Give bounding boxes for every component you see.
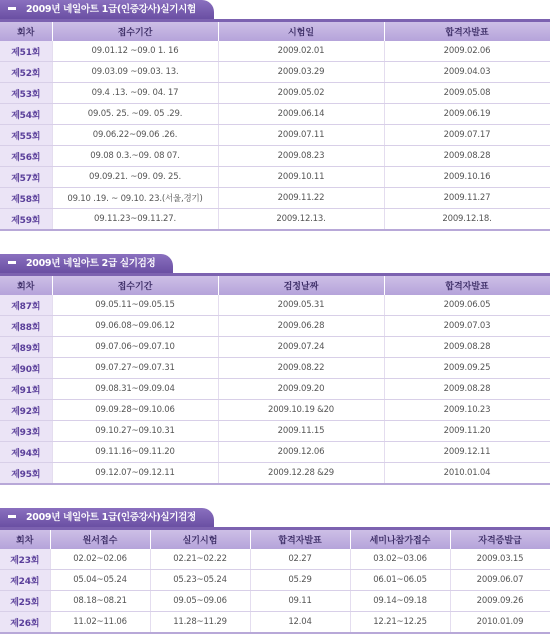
round-cell: 제87회	[0, 295, 52, 316]
table-cell: 2009.08.23	[218, 146, 384, 167]
table-row	[0, 463, 550, 485]
header-cell: 회차	[0, 22, 52, 41]
table-cell: 2009.11.27	[384, 188, 550, 209]
table-cell: 06.01~06.05	[350, 570, 450, 591]
round-cell: 제89회	[0, 337, 52, 358]
section-tab-bar	[0, 508, 550, 530]
table-cell: 09.08 0.3.~09. 08 07.	[52, 146, 218, 167]
header-cell: 합격자발표	[384, 276, 550, 295]
round-cell: 제92회	[0, 400, 52, 421]
header-cell: 자격증발급	[450, 530, 550, 549]
round-cell: 제55회	[0, 125, 52, 146]
minus-icon	[8, 515, 16, 518]
round-cell: 제25회	[0, 591, 50, 612]
header-cell: 실기시험	[150, 530, 250, 549]
table-row	[0, 400, 550, 421]
table-row	[0, 295, 550, 316]
table-header-row	[0, 22, 550, 41]
header-cell: 세미나참가접수	[350, 530, 450, 549]
table-cell: 2009.05.02	[218, 83, 384, 104]
table-row	[0, 62, 550, 83]
table-cell: 2009.10.19 &20	[218, 400, 384, 421]
table-cell: 09.07.27~09.07.31	[52, 358, 218, 379]
round-cell: 제88회	[0, 316, 52, 337]
table-cell: 12.21~12.25	[350, 612, 450, 634]
table-cell: 2009.07.17	[384, 125, 550, 146]
table-cell: 2009.05.08	[384, 83, 550, 104]
table-cell: 03.02~03.06	[350, 549, 450, 570]
tab-underline	[0, 527, 550, 530]
table-cell: 2009.09.25	[384, 358, 550, 379]
schedule-section-level1-exam	[0, 0, 550, 231]
table-cell: 2009.12.28 &29	[218, 463, 384, 485]
table-cell: 2009.12.18.	[384, 209, 550, 231]
section-title: 2009년 네일아트 1급(인증강사)실기시험	[26, 4, 196, 15]
table-cell: 2009.06.14	[218, 104, 384, 125]
table-row	[0, 167, 550, 188]
table-cell: 2009.08.28	[384, 146, 550, 167]
table-row	[0, 146, 550, 167]
table-cell: 2009.10.11	[218, 167, 384, 188]
table-cell: 05.04~05.24	[50, 570, 150, 591]
schedule-table	[0, 530, 550, 634]
table-cell: 2009.07.24	[218, 337, 384, 358]
table-cell: 09.11.23~09.11.27.	[52, 209, 218, 231]
table-row	[0, 83, 550, 104]
section-tab	[0, 508, 214, 527]
section-tab	[0, 0, 214, 19]
minus-icon	[8, 261, 16, 264]
table-cell: 11.28~11.29	[150, 612, 250, 634]
header-cell: 접수기간	[52, 276, 218, 295]
table-cell: 09.10.27~09.10.31	[52, 421, 218, 442]
header-cell: 시험일	[218, 22, 384, 41]
section-tab-bar	[0, 0, 550, 22]
round-cell: 제95회	[0, 463, 52, 485]
schedule-section-level1-certification	[0, 508, 550, 634]
table-cell: 09.4 .13. ~09. 04. 17	[52, 83, 218, 104]
table-cell: 09.11.16~09.11.20	[52, 442, 218, 463]
round-cell: 제53회	[0, 83, 52, 104]
round-cell: 제91회	[0, 379, 52, 400]
table-cell: 02.21~02.22	[150, 549, 250, 570]
table-cell: 2009.07.11	[218, 125, 384, 146]
table-row	[0, 591, 550, 612]
table-row	[0, 209, 550, 231]
section-tab-bar	[0, 254, 550, 276]
round-cell: 제54회	[0, 104, 52, 125]
table-cell: 09.01.12 ~09.0 1. 16	[52, 41, 218, 62]
table-cell: 2009.05.31	[218, 295, 384, 316]
table-row	[0, 421, 550, 442]
table-cell: 2009.12.13.	[218, 209, 384, 231]
table-row	[0, 549, 550, 570]
table-cell: 05.29	[250, 570, 350, 591]
table-cell: 2009.10.23	[384, 400, 550, 421]
table-cell: 09.05. 25. ~09. 05 .29.	[52, 104, 218, 125]
header-cell: 회차	[0, 530, 50, 549]
table-row	[0, 188, 550, 209]
table-cell: 2009.09.26	[450, 591, 550, 612]
table-cell: 09.09.28~09.10.06	[52, 400, 218, 421]
tab-underline	[0, 19, 550, 22]
round-cell: 제23회	[0, 549, 50, 570]
table-cell: 09.03.09 ~09.03. 13.	[52, 62, 218, 83]
table-cell: 08.18~08.21	[50, 591, 150, 612]
table-cell: 2010.01.04	[384, 463, 550, 485]
section-tab	[0, 254, 173, 273]
table-row	[0, 570, 550, 591]
schedule-table	[0, 22, 550, 231]
header-cell: 합격자발표	[384, 22, 550, 41]
header-cell: 회차	[0, 276, 52, 295]
table-cell: 09.06.22~09.06 .26.	[52, 125, 218, 146]
minus-icon	[8, 7, 16, 10]
table-cell: 02.02~02.06	[50, 549, 150, 570]
table-cell: 2009.03.15	[450, 549, 550, 570]
table-cell: 2009.12.11	[384, 442, 550, 463]
table-cell: 09.07.06~09.07.10	[52, 337, 218, 358]
table-cell: 09.11	[250, 591, 350, 612]
table-row	[0, 379, 550, 400]
table-cell: 2010.01.09	[450, 612, 550, 634]
table-header-row	[0, 530, 550, 549]
round-cell: 제51회	[0, 41, 52, 62]
table-cell: 2009.06.05	[384, 295, 550, 316]
table-cell: 2009.07.03	[384, 316, 550, 337]
header-cell: 합격자발표	[250, 530, 350, 549]
table-cell: 2009.02.06	[384, 41, 550, 62]
table-cell: 2009.06.07	[450, 570, 550, 591]
table-cell: 09.08.31~09.09.04	[52, 379, 218, 400]
table-row	[0, 104, 550, 125]
round-cell: 제26회	[0, 612, 50, 634]
table-cell: 2009.06.28	[218, 316, 384, 337]
round-cell: 제56회	[0, 146, 52, 167]
tab-underline	[0, 273, 550, 276]
table-cell: 2009.03.29	[218, 62, 384, 83]
table-cell: 09.09.21. ~09. 09. 25.	[52, 167, 218, 188]
table-cell: 09.05.11~09.05.15	[52, 295, 218, 316]
round-cell: 제58회	[0, 188, 52, 209]
table-cell: 2009.04.03	[384, 62, 550, 83]
table-cell: 09.10 .19. ~ 09.10. 23.(서울,경기)	[52, 188, 218, 209]
table-cell: 2009.08.22	[218, 358, 384, 379]
table-row	[0, 125, 550, 146]
table-cell: 11.02~11.06	[50, 612, 150, 634]
table-cell: 2009.11.22	[218, 188, 384, 209]
round-cell: 제57회	[0, 167, 52, 188]
table-cell: 09.12.07~09.12.11	[52, 463, 218, 485]
round-cell: 제52회	[0, 62, 52, 83]
table-cell: 2009.08.28	[384, 337, 550, 358]
round-cell: 제24회	[0, 570, 50, 591]
header-cell: 접수기간	[52, 22, 218, 41]
table-row	[0, 41, 550, 62]
table-row	[0, 612, 550, 634]
table-cell: 2009.06.19	[384, 104, 550, 125]
round-cell: 제94회	[0, 442, 52, 463]
table-row	[0, 337, 550, 358]
table-row	[0, 442, 550, 463]
schedule-section-level2-exam	[0, 254, 550, 485]
table-cell: 09.14~09.18	[350, 591, 450, 612]
table-cell: 05.23~05.24	[150, 570, 250, 591]
round-cell: 제90회	[0, 358, 52, 379]
table-row	[0, 316, 550, 337]
table-row	[0, 358, 550, 379]
table-cell: 02.27	[250, 549, 350, 570]
table-cell: 2009.09.20	[218, 379, 384, 400]
section-title: 2009년 네일아트 1급(인증강사)실기검정	[26, 512, 196, 523]
table-cell: 2009.11.15	[218, 421, 384, 442]
schedule-table	[0, 276, 550, 485]
header-cell: 검정날짜	[218, 276, 384, 295]
table-cell: 2009.02.01	[218, 41, 384, 62]
table-header-row	[0, 276, 550, 295]
table-cell: 2009.08.28	[384, 379, 550, 400]
table-cell: 2009.11.20	[384, 421, 550, 442]
table-cell: 09.05~09.06	[150, 591, 250, 612]
header-cell: 원서접수	[50, 530, 150, 549]
round-cell: 제93회	[0, 421, 52, 442]
table-cell: 09.06.08~09.06.12	[52, 316, 218, 337]
section-title: 2009년 네일아트 2급 실기검정	[26, 258, 156, 269]
table-cell: 12.04	[250, 612, 350, 634]
table-cell: 2009.10.16	[384, 167, 550, 188]
table-cell: 2009.12.06	[218, 442, 384, 463]
round-cell: 제59회	[0, 209, 52, 231]
